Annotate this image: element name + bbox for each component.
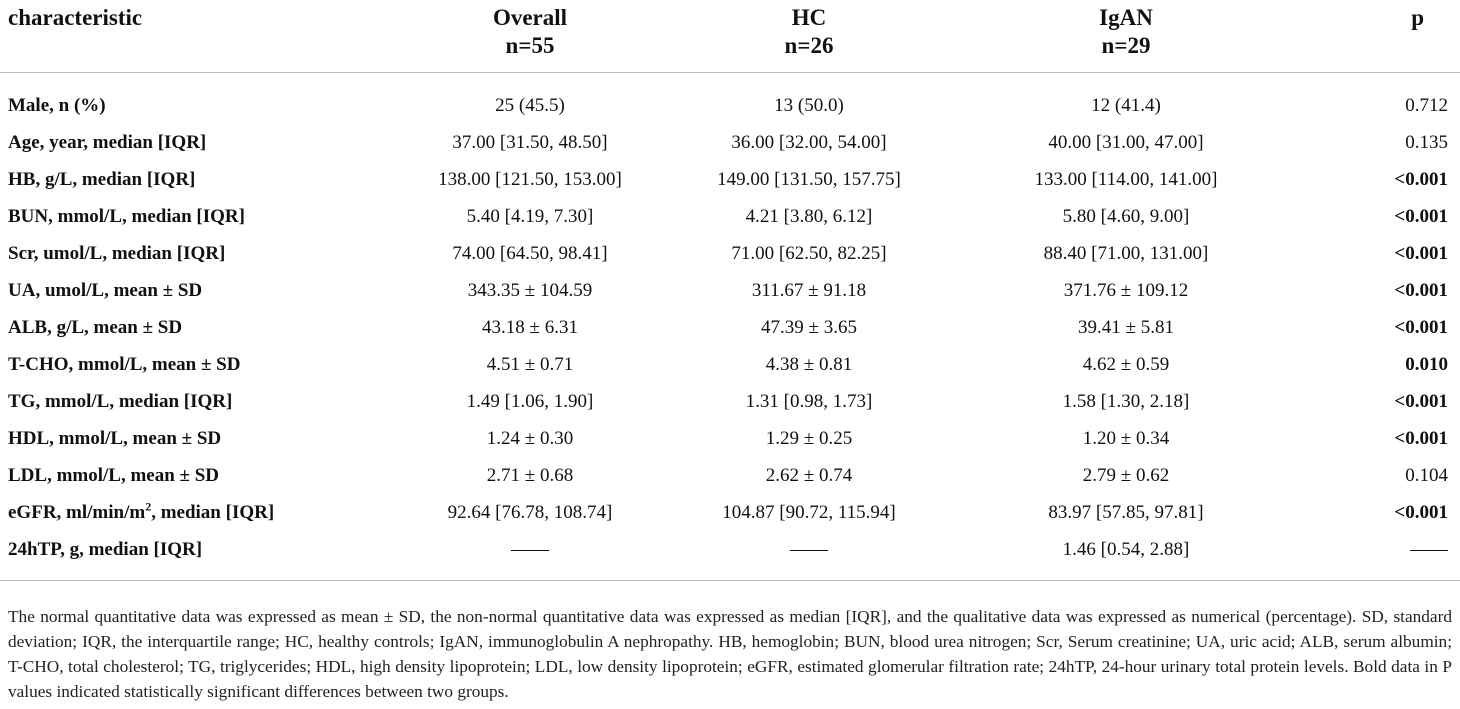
cell-overall: —— [400,531,660,581]
row-label-superscript: 2 [145,499,152,514]
cell-hc: 36.00 [32.00, 54.00] [731,131,887,153]
cell-overall: 1.24 ± 0.30 [486,427,574,449]
header-overall [400,0,660,73]
cell-overall: 5.40 [4.19, 7.30] [466,205,594,227]
cell-overall: 4.51 ± 0.71 [486,353,574,375]
header-overall-n: n=55 [505,33,555,58]
cell-hc: 1.29 ± 0.25 [765,427,853,449]
cell-overall: 92.64 [76.78, 108.74] [447,501,613,523]
table-row [0,161,1460,198]
row-label: Scr, umol/L, median [IQR] [8,242,226,264]
cell-igan: 88.40 [71.00, 131.00] [1043,242,1209,264]
row-label: TG, mmol/L, median [IQR] [8,390,233,412]
cell-hc: 13 (50.0) [774,94,844,116]
cell-hc: 311.67 ± 91.18 [751,279,867,301]
cell-igan: 39.41 ± 5.81 [1078,316,1174,338]
cell-p-significant: <0.001 [1394,205,1448,227]
cell-igan: 4.62 ± 0.59 [1082,353,1170,375]
cell-igan: 1.46 [0.54, 2.88] [958,531,1294,581]
row-label: HB, g/L, median [IQR] [8,168,196,190]
table-row [0,494,1460,531]
table-row [0,383,1460,420]
header-overall-title: Overall [492,5,568,30]
cell-hc: 2.62 ± 0.74 [765,464,853,486]
row-label: ALB, g/L, mean ± SD [8,316,183,338]
cell-hc: 149.00 [131.50, 157.75] [717,168,901,190]
cell-igan: 371.76 ± 109.12 [1063,279,1189,301]
row-label: BUN, mmol/L, median [IQR] [8,205,245,227]
table-row [0,235,1460,272]
table-row [0,272,1460,309]
cell-overall: 343.35 ± 104.59 [467,279,593,301]
row-label: 24hTP, g, median [IQR] [0,531,400,581]
cell-p: 0.104 [1405,464,1448,486]
cell-igan: 5.80 [4.60, 9.00] [1062,205,1190,227]
cell-p-significant: <0.001 [1394,501,1448,523]
cell-igan: 1.20 ± 0.34 [1082,427,1170,449]
cell-hc: —— [660,531,958,581]
cell-p: —— [1294,531,1460,581]
row-label-suffix: , median [IQR] [151,501,275,523]
row-label: T-CHO, mmol/L, mean ± SD [8,353,241,375]
table-row [0,198,1460,235]
cell-igan: 83.97 [57.85, 97.81] [1048,501,1204,523]
cell-hc: 1.31 [0.98, 1.73] [745,390,873,412]
cell-overall: 138.00 [121.50, 153.00] [438,168,622,190]
cell-hc: 4.38 ± 0.81 [765,353,853,375]
cell-p-significant: <0.001 [1394,279,1448,301]
cell-p-significant: <0.001 [1394,168,1448,190]
cell-p-significant: <0.001 [1394,242,1448,264]
row-label: Age, year, median [IQR] [8,131,207,153]
row-label: UA, umol/L, mean ± SD [8,279,203,301]
row-label: LDL, mmol/L, mean ± SD [8,464,219,486]
cell-p-significant: <0.001 [1394,316,1448,338]
row-label-main: eGFR, ml/min/m [8,501,146,523]
header-hc-n: n=26 [784,33,834,58]
cell-overall: 37.00 [31.50, 48.50] [452,131,608,153]
table-row [0,457,1460,494]
table-row [0,420,1460,457]
header-p: p [1294,0,1460,73]
cell-overall: 2.71 ± 0.68 [486,464,574,486]
cell-p-significant: <0.001 [1394,427,1448,449]
cell-igan: 40.00 [31.00, 47.00] [1048,131,1204,153]
header-igan [958,0,1294,73]
header-igan-title: IgAN [1099,5,1153,30]
cell-overall: 74.00 [64.50, 98.41] [452,242,608,264]
cell-hc: 4.21 [3.80, 6.12] [745,205,873,227]
row-label [0,494,400,531]
header-hc-title: HC [791,5,827,30]
cell-p: 0.135 [1405,131,1448,153]
table-body [0,73,1460,581]
cell-hc: 71.00 [62.50, 82.25] [731,242,887,264]
table-header-row [0,0,1460,73]
cell-overall: 43.18 ± 6.31 [482,316,578,338]
cell-p-significant: 0.010 [1405,353,1448,375]
table-row [0,309,1460,346]
cell-p-significant: <0.001 [1394,390,1448,412]
cell-hc: 104.87 [90.72, 115.94] [722,501,896,523]
table-row [0,531,1460,581]
table-footnote: The normal quantitative data was expressed as mean ± SD, the non-normal quantitative data was expressed as median [IQR], and the qualitative data was expressed as numerical (percentage). SD, standard deviation; IQR, the interquartile range; HC, healthy controls; IgAN, immunoglobulin A nephropathy. HB, hemoglobin; BUN, blood urea nitrogen; Scr, Serum creatinine; UA, uric acid; ALB, serum albumin; T-CHO, total cholesterol; TG, triglycerides; HDL, high density lipoprotein; LDL, low density lipoprotein; eGFR, estimated glomerular filtration rate; 24hTP, 24-hour urinary total protein levels. Bold data in P values indicated statistically significant differences between two groups. [8,607,1452,701]
header-characteristic: characteristic [0,0,400,73]
cell-overall: 25 (45.5) [495,94,565,116]
row-label: HDL, mmol/L, mean ± SD [8,427,222,449]
table-row [0,73,1460,125]
cell-igan: 2.79 ± 0.62 [1082,464,1170,486]
cell-overall: 1.49 [1.06, 1.90] [466,390,594,412]
cell-igan: 1.58 [1.30, 2.18] [1062,390,1190,412]
cell-p: 0.712 [1405,94,1448,116]
header-hc [660,0,958,73]
cell-igan: 12 (41.4) [1091,94,1161,116]
table-row [0,124,1460,161]
table-row [0,346,1460,383]
cell-igan: 133.00 [114.00, 141.00] [1034,168,1218,190]
row-label: Male, n (%) [8,94,106,116]
cell-hc: 47.39 ± 3.65 [761,316,857,338]
header-igan-n: n=29 [1101,33,1151,58]
